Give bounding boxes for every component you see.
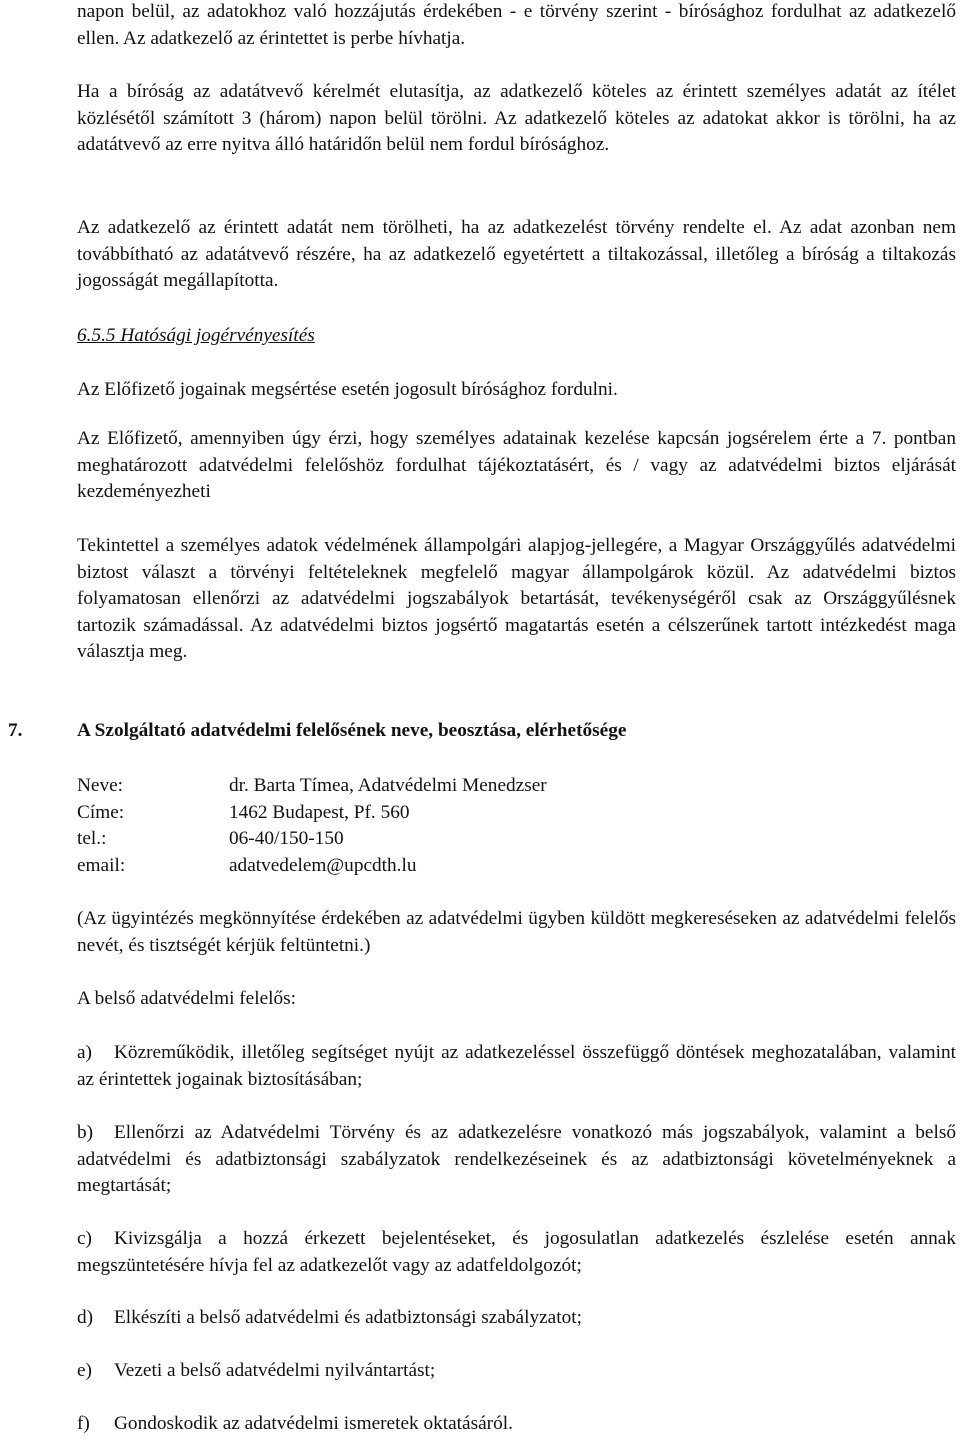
list-item-text: Ellenőrzi az Adatvédelmi Törvény és az adatkezelésre vonatkozó más jogszabályok, valamint a belső adatvédelmi és adatbiztonsági szabályzatok rendelkezéseinek és az adatbiztonsági követelményeknek a megtartását;: [77, 1122, 956, 1196]
list-marker: a): [77, 1042, 92, 1063]
list-item-text: Vezeti a belső adatvédelmi nyilvántartást;: [114, 1360, 436, 1381]
list-marker: f): [77, 1413, 90, 1434]
list-item-a: [77, 1040, 956, 1093]
paragraph-subscriber-complaint: Az Előfizető, amennyiben úgy érzi, hogy személyes adatainak kezelése kapcsán jogsérelem érte a 7. pontban meghatározott adatvédelmi felelőshöz fordulhat tájékoztatásért, és / vagy az adatvédelmi biztos eljárását kezdeményezheti: [77, 428, 956, 502]
list-item-f: [77, 1411, 956, 1438]
list-item-c: [77, 1226, 956, 1279]
list-marker: d): [77, 1307, 94, 1328]
section-7-number: 7.: [8, 720, 23, 741]
list-marker: e): [77, 1360, 92, 1381]
list-item-text: Közreműködik, illetőleg segítséget nyújt az adatkezeléssel összefüggő döntések meghozatalában, valamint az érintettek jogainak biztosításában;: [77, 1042, 956, 1090]
internal-officer-intro: A belső adatvédelmi felelős:: [77, 988, 296, 1009]
paragraph-no-deletion: Az adatkezelő az érintett adatát nem törölheti, ha az adatkezelést törvény rendelte el. Az adat azonban nem továbbítható az adatátvevő részére, ha az adatkezelő egyetértett a tiltakozással, illetőleg a bíróság a tiltakozás jogosságát megállapította.: [77, 217, 956, 291]
paragraph-court-access: napon belül, az adatokhoz való hozzájutás érdekében - e törvény szerint - bírósághoz fordulhat az adatkezelő ellen. Az adatkezelő az érintettet is perbe hívhatja.: [77, 1, 956, 49]
contact-value: 06-40/150-150: [229, 828, 344, 849]
list-item-b: [77, 1120, 956, 1200]
contact-details: [77, 773, 956, 879]
contact-row-phone: [77, 826, 956, 853]
contact-label: Címe:: [77, 801, 125, 823]
list-item-text: Gondoskodik az adatvédelmi ismeretek oktatásáról.: [114, 1413, 513, 1434]
contact-row-name: [77, 773, 956, 800]
paragraph-contact-note: (Az ügyintézés megkönnyítése érdekében az adatvédelmi ügyben küldött megkereséseken az adatvédelmi felelős nevét, és tisztségét kérjük feltüntetni.): [77, 908, 956, 956]
list-item-e: [77, 1358, 956, 1385]
paragraph-court-rejection: Ha a bíróság az adatátvevő kérelmét elutasítja, az adatkezelő köteles az érintett személyes adatát az ítélet közlésétől számított 3 (három) napon belül törölni. Az adatkezelő köteles az adatokat akkor is törölni, ha az adatátvevő az erre nyitva álló határidőn belül nem fordul bírósághoz.: [77, 81, 956, 155]
contact-label: tel.:: [77, 828, 107, 849]
list-marker: b): [77, 1122, 94, 1143]
contact-value: 1462 Budapest, Pf. 560: [229, 801, 410, 823]
list-item-text: Elkészíti a belső adatvédelmi és adatbiztonsági szabályzatot;: [114, 1307, 582, 1328]
list-item-text: Kivizsgálja a hozzá érkezett bejelentéseket, és jogosulatlan adatkezelés észlelése esetén annak megszüntetésére hívja fel az adatkezelőt vagy az adatfeldolgozót;: [77, 1228, 956, 1276]
paragraph-ombudsman: Tekintettel a személyes adatok védelmének állampolgári alapjog-jellegére, a Magyar Országgyűlés adatvédelmi biztost választ a törvényi feltételeknek megfelelő magyar állampolgárok közül. Az adatvédelmi biztos folyamatosan ellenőrzi az adatvédelmi jogszabályok betartását, tevékenységéről csak az Országgyűlésnek tartozik számadással. Az adatvédelmi biztos jogsértő magatartás esetén a célszerűnek tartott intézkedést maga választja meg.: [77, 535, 956, 662]
contact-row-address: [77, 800, 956, 827]
contact-email-value: adatvedelem@upcdth.lu: [229, 854, 417, 876]
contact-label: email:: [77, 854, 126, 876]
section-6-5-5-heading: 6.5.5 Hatósági jogérvényesítés: [77, 325, 315, 346]
section-7-title: A Szolgáltató adatvédelmi felelősének neve, beosztása, elérhetősége: [77, 720, 627, 741]
contact-value: dr. Barta Tímea, Adatvédelmi Menedzser: [229, 775, 547, 796]
list-item-d: [77, 1305, 956, 1332]
list-marker: c): [77, 1228, 92, 1249]
contact-row-email: [77, 853, 956, 880]
contact-label: Neve:: [77, 775, 124, 796]
paragraph-rights-violation: Az Előfizető jogainak megsértése esetén jogosult bírósághoz fordulni.: [77, 379, 618, 400]
